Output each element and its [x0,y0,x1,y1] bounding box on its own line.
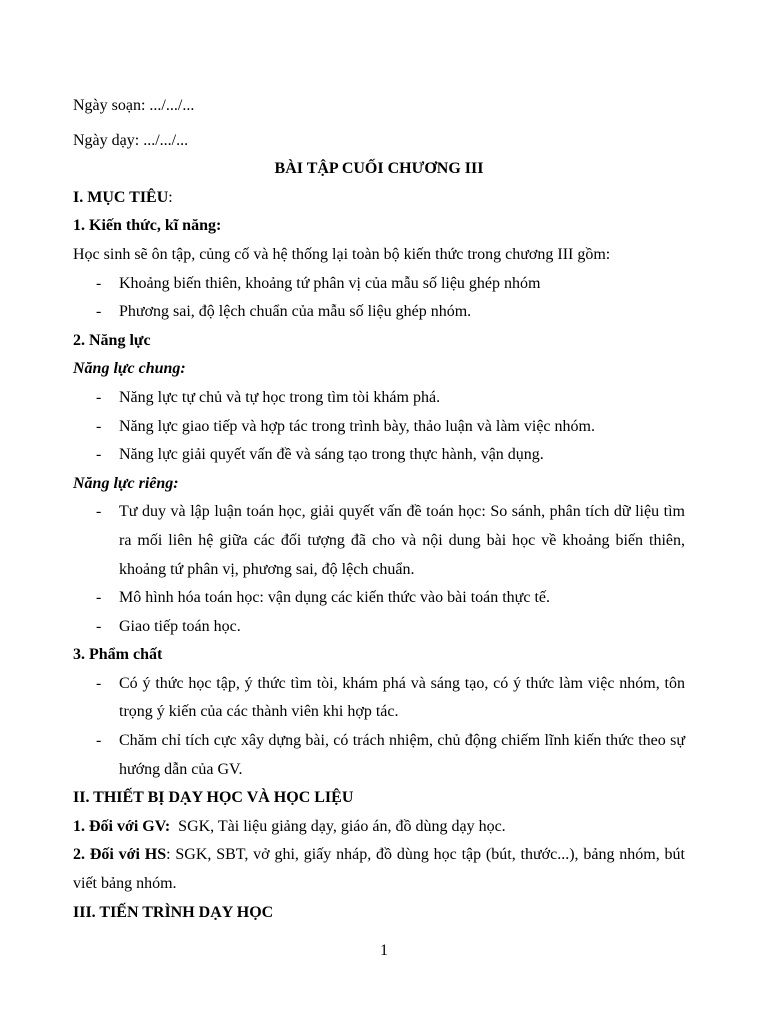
nang-luc-rieng-heading: Năng lực riêng: [73,474,179,492]
list-item [73,670,685,727]
hs-text: : SGK, SBT, vở ghi, giấy nháp, đồ dùng học tập (bút, thước...), bảng nhóm, bút viết bảng nhóm. [73,846,685,893]
sub1-heading: 1. Kiến thức, kĩ năng: [73,217,222,235]
list-item [73,613,685,642]
document-title: BÀI TẬP CUỐI CHƯƠNG III [274,160,484,178]
list-item [73,584,685,613]
list-item [73,413,685,442]
list-item [73,298,685,327]
bullet-dash: - [96,417,102,435]
sub1-intro: Học sinh sẽ ôn tập, củng cố và hệ thống lại toàn bộ kiến thức trong chương III gồm: [73,245,611,263]
bullet-dash: - [96,617,102,635]
list-item-text: Tư duy và lập luận toán học, giải quyết vấn đề toán học: So sánh, phân tích dữ liệu tìm ra mối liên hệ giữa các đối tượng đã cho và nội dung bài học về khoảng biến thiên, khoảng tứ phân vị, phương sai, độ lệch chuẩn. [119,503,685,578]
list-item [73,727,685,784]
list-item-text: Giao tiếp toán học. [119,617,241,635]
sub3-heading: 3. Phẩm chất [73,646,163,664]
section-3-heading: III. TIẾN TRÌNH DẠY HỌC [73,903,274,921]
list-item [73,270,685,299]
list-item-text: Mô hình hóa toán học: vận dụng các kiến thức vào bài toán thực tế. [119,589,550,607]
list-item-text: Năng lực giao tiếp và hợp tác trong trình bày, thảo luận và làm việc nhóm. [119,417,595,435]
gv-line [73,813,685,842]
list-item-text: Năng lực giải quyết vấn đề và sáng tạo trong thực hành, vận dụng. [119,446,544,464]
section-2-heading: II. THIẾT BỊ DẠY HỌC VÀ HỌC LIỆU [73,789,354,807]
list-item-text: Phương sai, độ lệch chuẩn của mẫu số liệu ghép nhóm. [119,303,472,321]
bullet-dash: - [96,503,102,521]
page-number: 1 [380,942,388,959]
gv-label: 1. Đối với GV: [73,817,171,835]
section-1-heading-colon: : [168,188,173,206]
list-item-text: Chăm chỉ tích cực xây dựng bài, có trách nhiệm, chủ động chiếm lĩnh kiến thức theo sự hướng dẫn của GV. [119,732,685,778]
gv-text: SGK, Tài liệu giảng dạy, giáo án, đồ dùng dạy học. [170,817,506,835]
list-item [73,498,685,584]
list-item-text: Khoảng biến thiên, khoảng tứ phân vị của mẫu số liệu ghép nhóm [119,274,541,292]
list-item-text: Năng lực tự chủ và tự học trong tìm tòi khám phá. [119,388,441,406]
bullet-dash: - [96,674,102,692]
list-item [73,384,685,413]
section-1-heading-text: I. MỤC TIÊU [73,188,169,206]
sub2-heading: 2. Năng lực [73,331,151,349]
bullet-dash: - [96,732,102,750]
bullet-dash: - [96,446,102,464]
hs-label: 2. Đối với HS [73,846,167,864]
nang-luc-chung-heading: Năng lực chung: [73,360,186,378]
document-page [73,92,685,927]
list-item-text: Có ý thức học tập, ý thức tìm tòi, khám phá và sáng tạo, có ý thức làm việc nhóm, tôn trọng ý kiến của các thành viên khi hợp tác. [119,674,685,721]
ngay-soan: Ngày soạn: .../.../... [73,97,195,114]
section-1-heading [73,184,685,213]
hs-line [73,841,685,898]
bullet-dash: - [96,303,102,321]
bullet-dash: - [96,589,102,607]
ngay-day: Ngày dạy: .../.../... [73,131,189,149]
bullet-dash: - [96,388,102,406]
list-item [73,441,685,470]
bullet-dash: - [96,274,102,292]
